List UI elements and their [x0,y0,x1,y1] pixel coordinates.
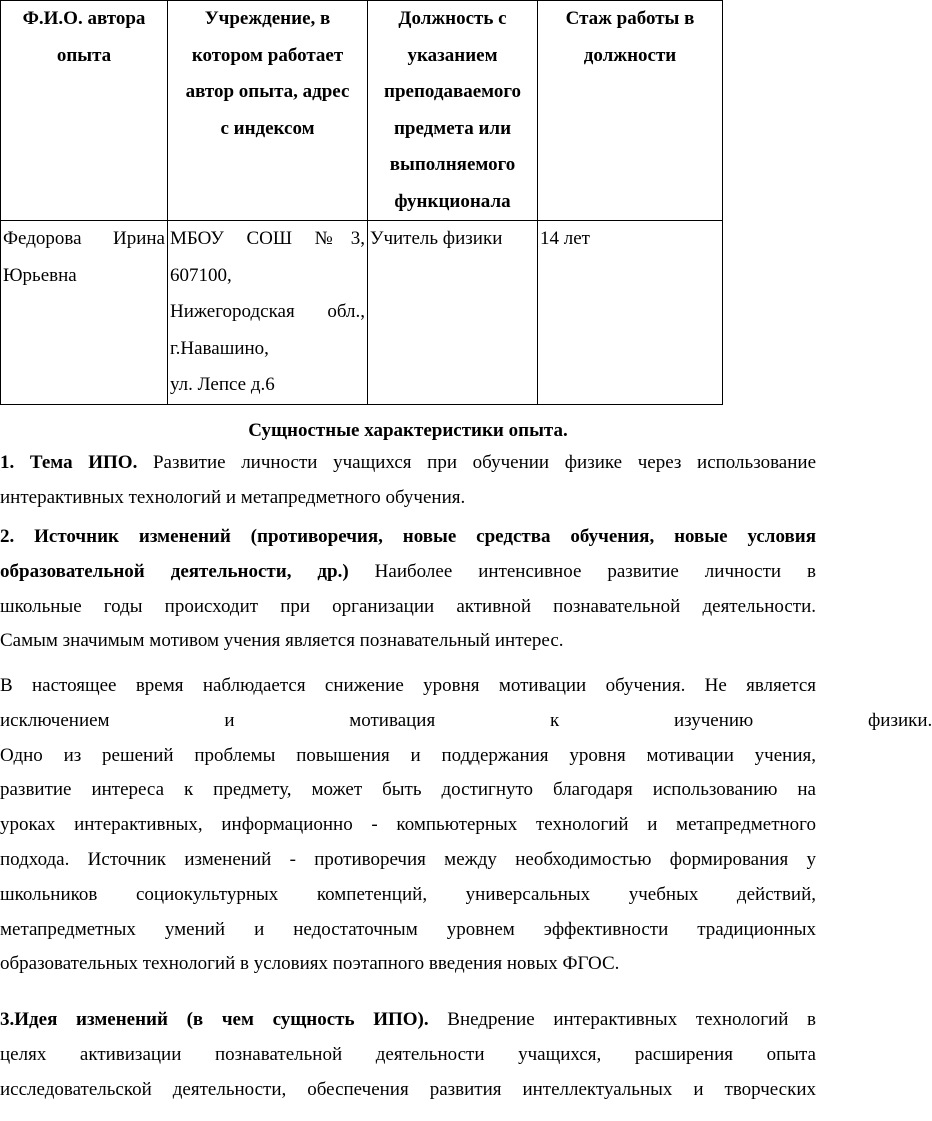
cell-author-name: Федорова Ирина Юрьевна [1,221,168,405]
paragraph-line: школьные годы происходит при организации активной познавательной деятельности. [0,595,816,617]
paragraph-line: Самым значимым мотивом учения является познавательный интерес. [0,630,564,652]
paragraph-line: целях активизации познавательной деятельности учащихся, расширения опыта [0,1043,816,1065]
paragraph-line: исключением и мотивация к изучению физики. [0,709,932,731]
paragraph-line: развитие интереса к предмету, может быть достигнуто благодаря использованию на [0,779,816,801]
paragraph-line: В настоящее время наблюдается снижение уровня мотивации обучения. Не является [0,675,816,696]
paragraph-line: 1. Тема ИПО. Развитие личности учащихся при обучении физике через использование [0,452,817,473]
paragraph-idea [0,1003,816,1107]
paragraph-line: уроках интерактивных, информационно - компьютерных технологий и метапредметного [0,814,816,836]
header-institution: Учреждение, в котором работает автор опыта, адрес с индексом [168,1,368,221]
paragraph-line: интерактивных технологий и метапредметного обучения. [0,486,466,508]
paragraph-line: метапредметных умений и недостаточным уровнем эффективности традиционных [0,918,816,940]
paragraph-line: Одно из решений проблемы повышения и поддержания уровня мотивации учения, [0,744,816,766]
header-author-name: Ф.И.О. автора опыта [1,1,168,221]
paragraph-line: подхода. Источник изменений - противоречия между необходимостью формирования у [0,848,816,870]
paragraph-line: исследовательской деятельности, обеспечения развития интеллектуальных и творческих [0,1078,816,1100]
paragraph-line: образовательных технологий в условиях поэтапного введения новых ФГОС. [0,953,620,975]
paragraph-topic [0,446,816,516]
section-title: Сущностные характеристики опыта. [248,420,568,441]
cell-position: Учитель физики [368,221,538,405]
cell-institution: МБОУ СОШ №3, 607100, Нижегородская обл., г.Навашино, ул. Лепсе д.6 [168,221,368,405]
paragraph-motivation [0,669,932,982]
header-experience: Стаж работы в должности [538,1,723,221]
cell-experience: 14 лет [538,221,723,405]
paragraph-line: 2. Источник изменений (противоречия, новые средства обучения, новые условия [0,526,816,547]
table-row [1,221,723,405]
author-info-table [0,0,723,405]
header-position: Должность с указанием преподаваемого предмета или выполняемого функционала [368,1,538,221]
paragraph-line: образовательной деятельности, др.) Наиболее интенсивное развитие личности в [0,560,817,582]
paragraph-line: 3.Идея изменений (в чем сущность ИПО). Внедрение интерактивных технологий в [0,1009,816,1030]
paragraph-line: школьников социокультурных компетенций, универсальных учебных действий, [0,883,816,905]
table-header-row [1,1,723,221]
paragraph-source [0,520,816,659]
